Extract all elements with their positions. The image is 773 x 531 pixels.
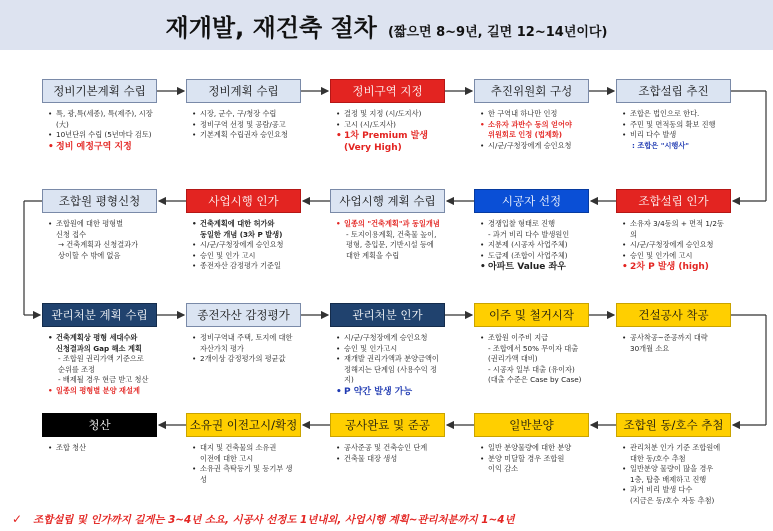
stage-note: • 공사준공 및 건축승인 단계 (336, 443, 443, 454)
stage-note: • 10년단위 수립 (5년마다 검토) (48, 130, 155, 141)
stage-notes (622, 219, 729, 273)
stage-note: • 조합원에 대한 평형별 신청 접수 (48, 219, 155, 240)
footer-text: 조합설립 및 인가까지 길게는 3~4년 소요, 시공사 선정도 1년내외, 사업시행 계획~관리처분까지 1~4년 (33, 514, 515, 526)
stage-title: 조합설립 추진 (616, 79, 731, 103)
stage-note: • 일반 분양물량에 대한 분양 (480, 443, 587, 454)
stage-s15 (616, 303, 731, 403)
stage-s2 (186, 79, 301, 179)
stage-note: • 건축계획상 평형 세대수와 신청결과의 Gap 해소 계획 (48, 333, 155, 354)
stage-note: • 비리 다수 발생 (622, 130, 729, 141)
stage-note: • 1차 Premium 발생 (Very High) (336, 130, 443, 154)
stage-note: • 고시 (시/도지사) (336, 120, 443, 131)
stage-notes (480, 109, 587, 151)
stage-s10 (42, 189, 157, 289)
stage-title: 공사완료 및 준공 (330, 413, 445, 437)
stage-notes (480, 333, 587, 386)
stage-s3 (330, 79, 445, 179)
stage-note: • 대지 및 건축물의 소유권 이전에 대한 고시 (192, 443, 299, 464)
stage-s11 (42, 303, 157, 403)
stage-note: • P 약간 발생 가능 (336, 386, 443, 398)
stage-note: - 조합원 권리가액 기준으로 순위를 조정 - 배제될 경우 현금 받고 청산 (58, 354, 149, 384)
stage-note: • 조합원 이주비 지급 - 조합에서 50% 무이자 대출 (권리가액 대비) - 시공자 일부 대출 (유이자) (대출 수준은 Case by Case) (480, 333, 587, 386)
stage-title: 조합설립 인가 (616, 189, 731, 213)
stage-note: • 시장, 군수, 구/청장 수립 (192, 109, 299, 120)
stage-note: • 경쟁입찰 형태로 진행 - 과거 비리 다수 발생원인 (480, 219, 587, 240)
stage-notes (480, 443, 587, 475)
stage-title: 종전자산 감정평가 (186, 303, 301, 327)
stage-notes (48, 333, 155, 396)
stage-s12 (186, 303, 301, 403)
stage-title: 정비구역 지정 (330, 79, 445, 103)
stage-title: 사업시행 계획 수립 (330, 189, 445, 213)
stage-s20 (42, 413, 157, 513)
stage-notes (622, 109, 729, 151)
stage-note: • 소유권 측탁등기 및 등기부 생성 (192, 464, 299, 485)
stage-note: • 2개이상 감정평가의 평균값 (192, 354, 299, 365)
stage-note: • 도급제 (조합이 사업주체) (480, 251, 587, 262)
stage-notes (336, 109, 443, 154)
stage-title: 조합원 동/호수 추첨 (616, 413, 731, 437)
stage-note: • 한 구역내 하나만 인정 (480, 109, 587, 120)
stage-s4 (474, 79, 589, 179)
footer-note (12, 508, 515, 527)
stage-notes (48, 219, 155, 261)
stage-note: - 토지이용계획, 건축물 높이, 평형, 층입문, 기반시설 등에 대한 계획을 수립 (346, 229, 437, 260)
stage-title: 관리처분 인가 (330, 303, 445, 327)
title-main: 재개발, 재건축 절차 (165, 14, 377, 42)
stage-notes (48, 443, 155, 454)
stage-note: • 일종의 평형별 분양 재설계 (48, 386, 155, 397)
stage-s16 (616, 413, 731, 513)
stage-note: • 시/군/구청장에게 승인요청 (480, 141, 587, 152)
stage-note: • 일종의 "건축계획"과 동일개념 (336, 219, 443, 230)
stage-title: 추진위원회 구성 (474, 79, 589, 103)
stage-note: • 결정 및 지정 (시/도지사) (336, 109, 443, 120)
stage-note: • 정비구역 선정 및 공람/공고 (192, 120, 299, 131)
stage-s6 (616, 189, 731, 289)
stage-note: → 건축계획과 신청결과가 상이할 수 밖에 없음 (58, 240, 139, 260)
stage-s14 (474, 303, 589, 403)
stage-title: 조합원 평형신청 (42, 189, 157, 213)
stage-title: 사업시행 인가 (186, 189, 301, 213)
stage-note: • 관리처분 인가 기준 조합원에 대한 동/호수 추첨 (622, 443, 729, 464)
stage-title: 정비기본계획 수립 (42, 79, 157, 103)
stage-note: • 시/군/구청장에게 승인요청 (622, 240, 729, 251)
stage-note: • 건축계획에 대한 허가와 동일한 개념 (3차 P 발생) (192, 219, 299, 240)
stage-note: • 시/군/구청장에게 승인요청 (336, 333, 443, 344)
stage-note: • 승인 및 인가에 고시 (622, 251, 729, 262)
stage-notes (622, 333, 729, 354)
stage-note: • 종전자산 감정평가 기준일 (192, 261, 299, 272)
stage-s5 (616, 79, 731, 179)
stage-note: • 조합 청산 (48, 443, 155, 454)
stage-title: 정비계획 수립 (186, 79, 301, 103)
stage-note: • 정비구역내 주택, 토지에 대한 자산가치 평가 (192, 333, 299, 354)
stage-notes (192, 219, 299, 272)
check-icon: ✓ (12, 512, 23, 526)
stage-note: • 공사착공~준공까지 대략 30개월 소요 (622, 333, 729, 354)
stage-note: • 아파트 Value 좌우 (480, 261, 587, 273)
stage-title: 이주 및 철거시작 (474, 303, 589, 327)
stage-notes (622, 443, 729, 506)
stage-notes (192, 109, 299, 141)
stage-notes (192, 443, 299, 485)
stage-s7 (474, 189, 589, 289)
stage-notes (192, 333, 299, 365)
stage-title: 청산 (42, 413, 157, 437)
stage-title: 시공자 선정 (474, 189, 589, 213)
stage-note: • 조합은 법인으로 한다. (622, 109, 729, 120)
stage-note: • 시/군/구청장에게 승인요청 (192, 240, 299, 251)
stage-note: : 조합은 "시행사" (632, 140, 690, 150)
stage-title: 일반분양 (474, 413, 589, 437)
stage-note: • 소유자 과반수 동의 얻어야 위원회로 인정 (법제화) (480, 120, 587, 141)
stage-notes (480, 219, 587, 273)
stage-s18 (330, 413, 445, 513)
stage-s8 (330, 189, 445, 289)
stage-notes (336, 219, 443, 261)
stage-notes (48, 109, 155, 153)
stage-note: • 특, 광,특(세종), 특(제주), 시장(大) (48, 109, 155, 130)
stage-title: 관리처분 계획 수립 (42, 303, 157, 327)
stage-title: 소유권 이전고시/확정 (186, 413, 301, 437)
stage-title: 건설공사 착공 (616, 303, 731, 327)
title-subtitle: (짧으면 8~9년, 길면 12~14년이다) (387, 25, 608, 40)
stage-notes (336, 333, 443, 398)
stage-s13 (330, 303, 445, 403)
stage-note: • 건축물 대장 생성 (336, 454, 443, 465)
stage-s17 (474, 413, 589, 513)
stage-note: • 소유자 3/4동의 + 면적 1/2동의 (622, 219, 729, 240)
stage-note: • 2차 P 발생 (high) (622, 261, 729, 273)
stage-note: • 주민 및 면적동의 확보 진행 (622, 120, 729, 131)
stage-s19 (186, 413, 301, 513)
stage-notes (336, 443, 443, 464)
stage-s9 (186, 189, 301, 289)
stage-note: • 재개발 권리가액과 분양금액이 정해지는 단계임 (사용수익 정지) (336, 354, 443, 386)
stage-note: • 일반분양 물량이 많을 경우 1층, 탑층 배제하고 진행 (622, 464, 729, 485)
stage-note: • 승인 및 인가 고시 (192, 251, 299, 262)
stage-note: • 기본계획 수립권자 승인요청 (192, 130, 299, 141)
stage-note: • 분양 미달할 경우 조합원 이익 감소 (480, 454, 587, 475)
stage-s1 (42, 79, 157, 179)
stage-note: • 과거 비리 발생 다수 (지금은 동/호수 자동 추첨) (622, 485, 729, 506)
stage-note: • 정비 예정구역 지정 (48, 141, 155, 153)
stage-note: • 지분제 (시공자 사업주체) (480, 240, 587, 251)
stage-note: • 승인 및 인가고시 (336, 344, 443, 355)
